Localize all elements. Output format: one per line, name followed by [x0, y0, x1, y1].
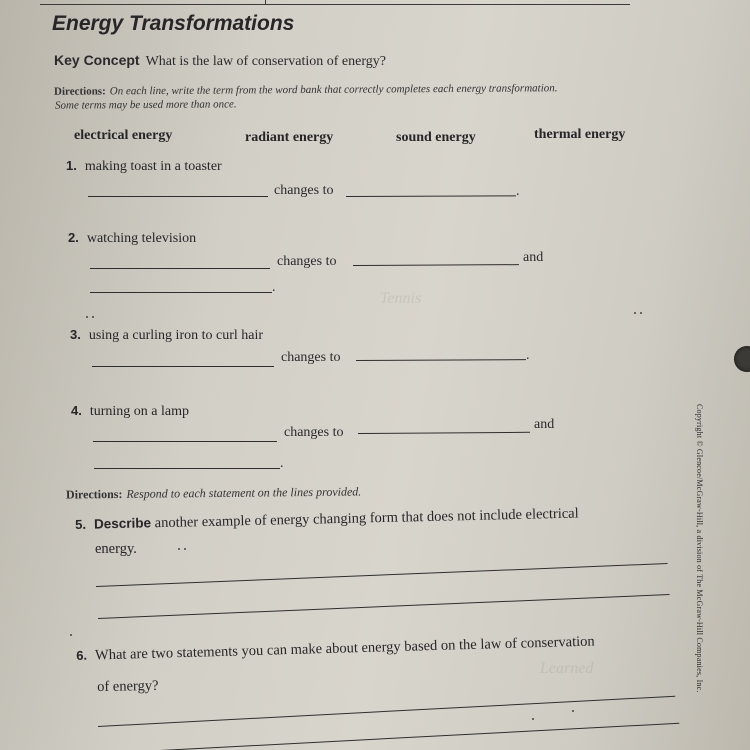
answer-blank[interactable] [353, 264, 519, 266]
word-bank-item: sound energy [396, 130, 476, 145]
answer-blank[interactable] [88, 196, 268, 197]
question-text: turning on a lamp [89, 404, 189, 419]
question-text: using a curling iron to curl hair [88, 328, 264, 343]
answer-blank[interactable] [358, 432, 530, 434]
answer-line[interactable] [160, 723, 679, 750]
question-number: 5. [75, 516, 87, 532]
word-bank-item: radiant energy [245, 130, 334, 145]
binder-hole [734, 346, 750, 372]
answer-blank[interactable] [93, 441, 277, 442]
question-5-text2: energy. [95, 541, 137, 557]
key-concept-label: Key Concept [54, 52, 140, 68]
directions-text: Respond to each statement on the lines provided. [126, 484, 362, 501]
directions-label: Directions: [65, 486, 123, 502]
and-label: and [523, 250, 544, 265]
question-4 [71, 403, 189, 420]
question-2 [68, 230, 196, 247]
key-concept-text: What is the law of conservation of energy? [145, 54, 386, 69]
answer-blank[interactable] [90, 292, 272, 293]
word-bank-item: thermal energy [534, 127, 626, 142]
answer-blank[interactable] [90, 268, 270, 269]
question-number: 3. [70, 327, 81, 342]
directions-2 [66, 484, 361, 502]
question-number: 6. [76, 647, 88, 663]
answer-blank[interactable] [94, 468, 280, 469]
directions-line1: On each line, write the term from the word bank that correctly completes each energy transformation. [109, 82, 558, 98]
question-1 [66, 158, 222, 175]
question-text: making toast in a toaster [84, 159, 222, 174]
answer-line[interactable] [98, 696, 675, 727]
question-number: 4. [71, 403, 82, 418]
answer-blank[interactable] [346, 195, 516, 197]
question-text: What are two statements you can make about energy based on the law of conservation [94, 633, 595, 664]
directions-1-line2: Some terms may be used more than once. [54, 98, 237, 112]
question-text: another example of energy changing form that does not include electrical [154, 505, 579, 532]
directions-1 [54, 82, 558, 98]
period: . [516, 184, 520, 199]
key-concept [54, 52, 386, 70]
answer-line[interactable] [98, 594, 670, 619]
answer-blank[interactable] [92, 366, 274, 367]
and-label: and [534, 417, 555, 432]
question-6-text2: of energy? [97, 677, 159, 695]
bleed-through: Learned [540, 660, 594, 677]
word-bank-item: electrical energy [74, 128, 173, 143]
period: . [526, 348, 530, 363]
period: . [280, 456, 284, 471]
period: . [272, 280, 276, 295]
question-text: watching television [86, 231, 197, 246]
question-number: 1. [66, 158, 77, 173]
changes-to-label: changes to [274, 183, 334, 198]
copyright-notice: Copyright © Glencoe/McGraw-Hill, a division of The McGraw-Hill Companies, Inc. [695, 404, 704, 693]
question-5 [75, 506, 579, 534]
question-3 [70, 327, 263, 344]
top-border-line [40, 4, 630, 5]
changes-to-label: changes to [277, 254, 337, 269]
question-number: 2. [68, 230, 79, 245]
question-6 [76, 634, 595, 665]
directions-label: Directions: [53, 85, 106, 98]
changes-to-label: changes to [284, 425, 344, 440]
answer-blank[interactable] [356, 359, 526, 361]
bleed-through: Tennis [380, 290, 422, 307]
answer-line[interactable] [96, 563, 668, 587]
page-title: Energy Transformations [52, 12, 295, 35]
question-5-bold: Describe [93, 515, 152, 532]
changes-to-label: changes to [281, 350, 341, 365]
